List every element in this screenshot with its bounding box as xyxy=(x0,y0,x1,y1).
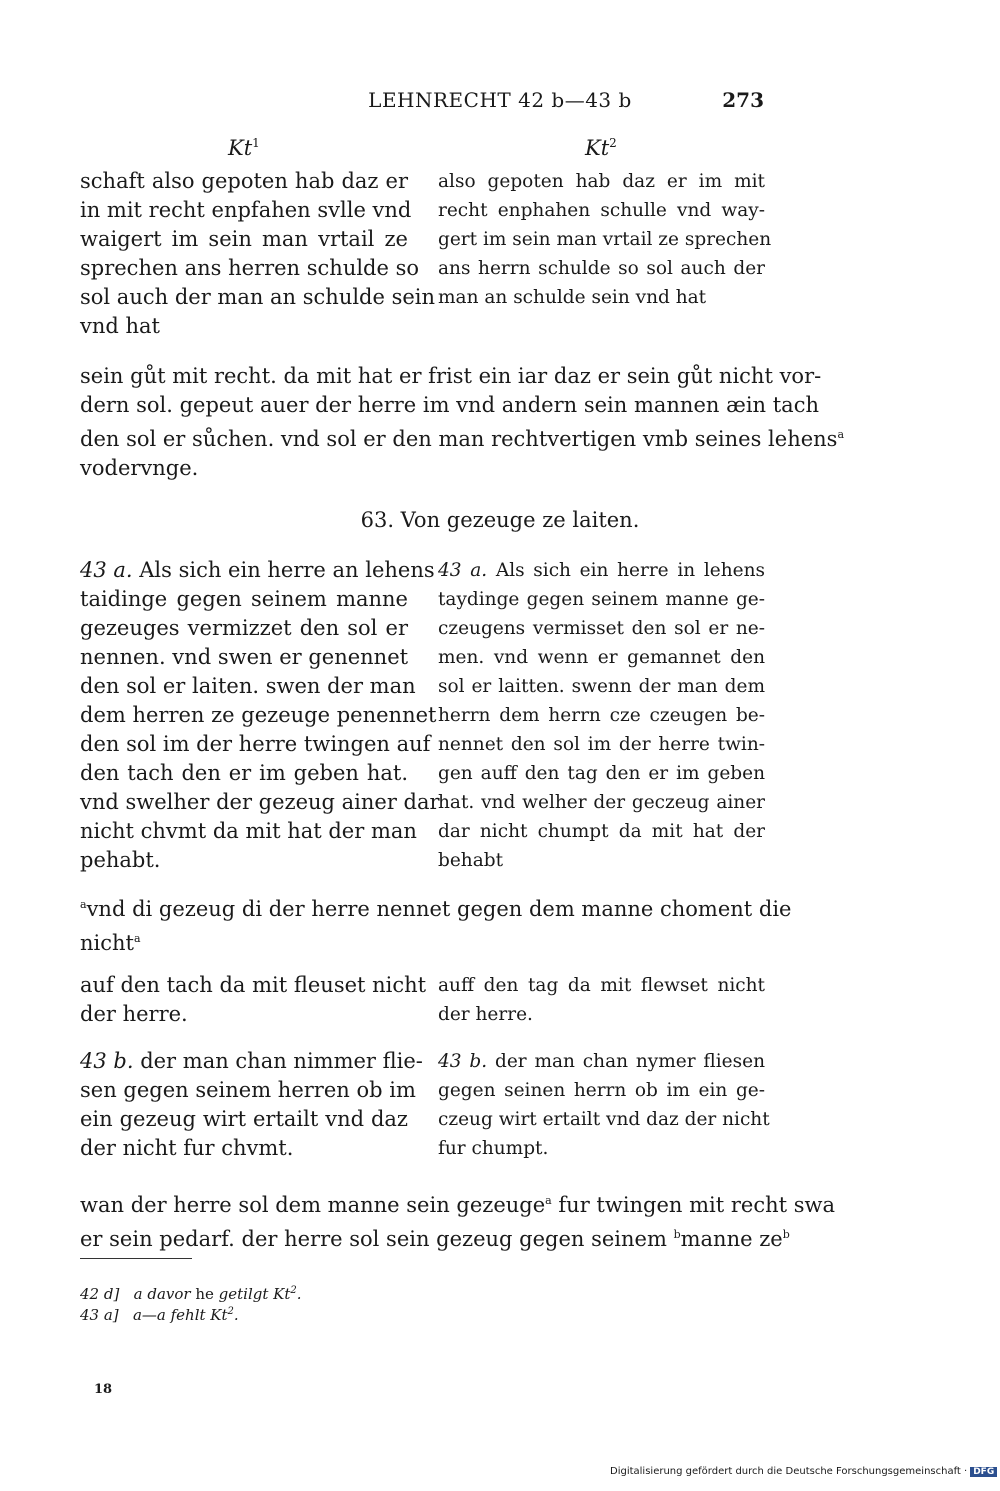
footnote-marker: a xyxy=(80,898,87,911)
text-line: der nicht fur chvmt. xyxy=(80,1136,294,1160)
footnote-rule xyxy=(80,1258,192,1259)
block2-kt1-column xyxy=(80,556,440,875)
text-line: waigert im sein man vrtail ze xyxy=(80,227,408,251)
running-title: LEHNRECHT 42 b—43 b xyxy=(368,88,632,112)
text-line: gezeuges vermizzet den sol er xyxy=(80,616,408,640)
siglum-kt1: Kt$^1$ xyxy=(228,136,260,160)
text-line: gegen seinen herrn ob im ein ge- xyxy=(438,1080,765,1101)
text-line: schaft also gepoten hab daz er xyxy=(80,169,408,193)
text-line: sein gůt mit recht. da mit hat er frist ein iar daz er sein gůt nicht vor- xyxy=(80,364,822,388)
text-line: gen auff den tag den er im geben xyxy=(438,763,765,784)
paragraph-label: 43 b. xyxy=(80,1049,134,1073)
text-line: den sol er sůchen. vnd sol er den man rechtvertigen vmb seines lehens$^a$ xyxy=(80,427,845,451)
text-line: auff den tag da mit flewset nicht xyxy=(438,975,765,996)
block4-kt1-column xyxy=(80,1047,423,1163)
text-line: $^a$vnd di gezeug di der herre nennet gegen dem manne choment die xyxy=(80,897,792,921)
shared-paragraph-2 xyxy=(80,890,792,958)
text-line: pehabt. xyxy=(80,848,161,872)
text-line: ein gezeug wirt ertailt vnd daz xyxy=(80,1107,408,1131)
folio-number: 18 xyxy=(94,1382,113,1397)
block3-kt2-column xyxy=(438,971,765,1029)
text-line: men. vnd wenn er gemannet den xyxy=(438,647,765,668)
shared-paragraph-3 xyxy=(80,1186,836,1254)
text-line: gert im sein man vrtail ze sprechen xyxy=(438,229,772,250)
text-line: taidinge gegen seinem manne xyxy=(80,587,408,611)
text-line: behabt xyxy=(438,850,504,871)
text-line: den sol im der herre twingen auf xyxy=(80,732,431,756)
text-line: also gepoten hab daz er im mit xyxy=(438,171,765,192)
text-line: 43 a. Als sich ein herre in lehens xyxy=(438,560,765,581)
footnote-marker: a xyxy=(837,428,845,441)
text-line: nicht$^a$ xyxy=(80,931,141,955)
text-line: der herre. xyxy=(438,1004,533,1025)
text-line: czeug wirt ertailt vnd daz der nicht xyxy=(438,1109,770,1130)
text-line: 43 b. der man chan nimmer flie- xyxy=(80,1049,423,1073)
text-line: vnd swelher der gezeug ainer dar xyxy=(80,790,440,814)
text-line: der herre. xyxy=(80,1002,188,1026)
text-line: sol er laitten. swenn der man dem xyxy=(438,676,765,697)
text-line: taydinge gegen seinem manne ge- xyxy=(438,589,765,610)
dfg-logo: DFG xyxy=(970,1467,997,1477)
footnote: 42 d] a davor he getilgt Kt$^2$. xyxy=(80,1285,302,1303)
footnote-marker: b xyxy=(782,1228,790,1241)
text-line: wan der herre sol dem manne sein gezeuge$^a$ fur twingen mit recht swa xyxy=(80,1193,836,1217)
text-line: ans herrn schulde so sol auch der xyxy=(438,258,765,279)
text-line: czeugens vermisset den sol er ne- xyxy=(438,618,765,639)
text-line: 43 b. der man chan nymer fliesen xyxy=(438,1051,765,1072)
text-line: hat. vnd welher der geczeug ainer xyxy=(438,792,765,813)
footnote-marker: b xyxy=(673,1228,681,1241)
text-line: dern sol. gepeut auer der herre im vnd andern sein mannen æin tach xyxy=(80,393,819,417)
text-line: vnd hat xyxy=(80,314,160,338)
block3-kt1-column xyxy=(80,971,427,1029)
block4-kt2-column xyxy=(438,1047,770,1163)
footnote-marker: a xyxy=(133,932,141,945)
text-line: den tach den er im geben hat. xyxy=(80,761,408,785)
siglum-kt2: Kt$^2$ xyxy=(585,136,617,160)
text-line: 43 a. Als sich ein herre an lehens xyxy=(80,558,435,582)
text-line: recht enphahen schulle vnd way- xyxy=(438,200,765,221)
text-line: in mit recht enpfahen svlle vnd xyxy=(80,198,412,222)
digitization-notice: Digitalisierung gefördert durch die Deutsche Forschungsgemeinschaft · DFG xyxy=(610,1466,997,1477)
text-line: herrn dem herrn cze czeugen be- xyxy=(438,705,765,726)
text-line: fur chumpt. xyxy=(438,1138,549,1159)
footnote: 43 a] a—a fehlt Kt$^2$. xyxy=(80,1306,239,1324)
block2-kt2-column xyxy=(438,556,765,875)
text-line: er sein pedarf. der herre sol sein gezeug gegen seinem $^b$manne $ze^b$ xyxy=(80,1227,790,1251)
text-line: nennen. vnd swen er genennet xyxy=(80,645,409,669)
text-line: nennet den sol im der herre twin- xyxy=(438,734,765,755)
paragraph-label: 43 b. xyxy=(438,1051,488,1072)
text-line: sen gegen seinem herren ob im xyxy=(80,1078,416,1102)
text-line: den sol er laiten. swen der man xyxy=(80,674,416,698)
text-line: sol auch der man an schulde sein xyxy=(80,285,436,309)
text-line: dar nicht chumpt da mit hat der xyxy=(438,821,765,842)
block1-kt1-column xyxy=(80,167,436,341)
text-line: auf den tach da mit fleuset nicht xyxy=(80,973,427,997)
shared-paragraph-1 xyxy=(80,362,845,483)
text-line: dem herren ze gezeuge penennet xyxy=(80,703,437,727)
text-line: nicht chvmt da mit hat der man xyxy=(80,819,417,843)
text-line: sprechen ans herren schulde so xyxy=(80,256,420,280)
page-number: 273 xyxy=(722,88,764,112)
paragraph-label: 43 a. xyxy=(438,560,488,581)
paragraph-label: 43 a. xyxy=(80,558,133,582)
section-heading: 63. Von gezeuge ze laiten. xyxy=(360,508,640,532)
text-line: vodervnge. xyxy=(80,456,199,480)
block1-kt2-column xyxy=(438,167,772,312)
text-line: man an schulde sein vnd hat xyxy=(438,287,707,308)
footnote-marker: a xyxy=(545,1194,552,1207)
